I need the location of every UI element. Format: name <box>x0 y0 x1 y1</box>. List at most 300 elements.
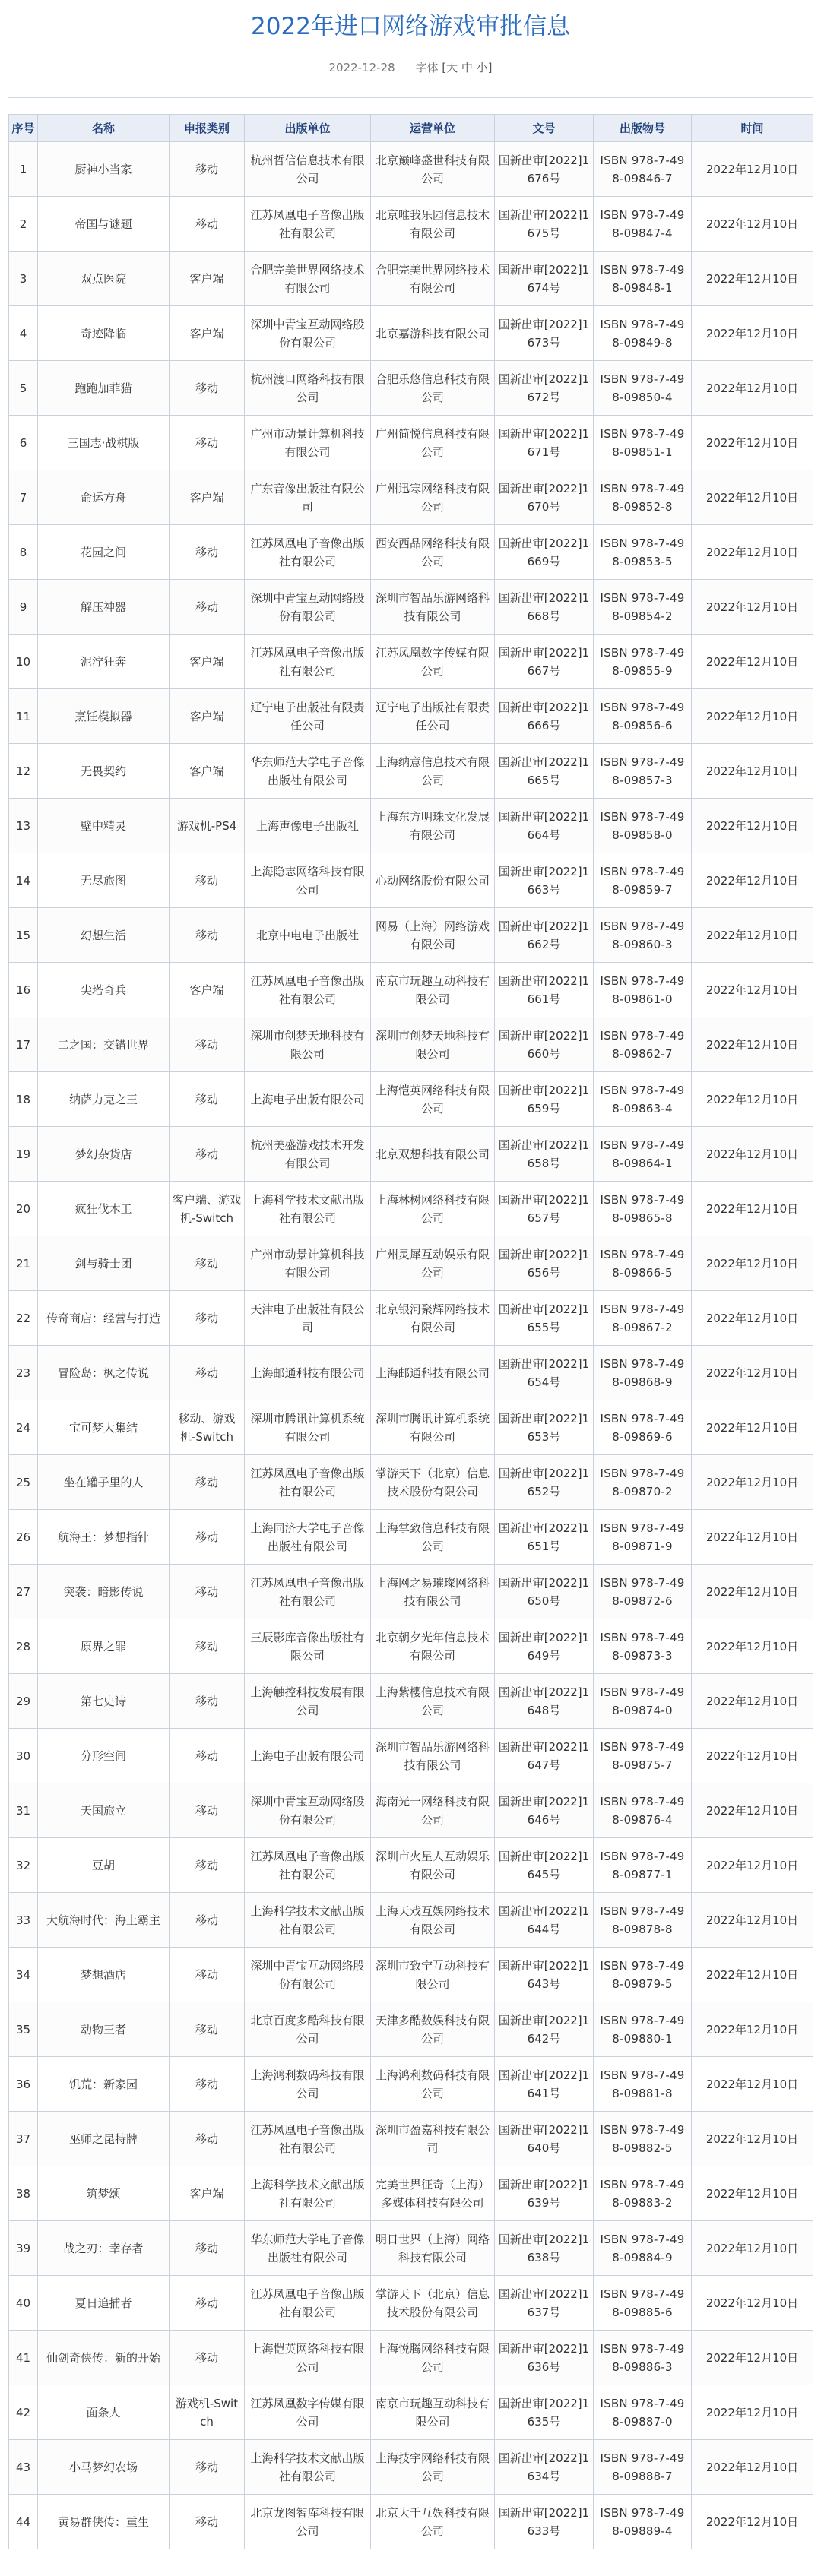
cell-isbn: ISBN 978-7-498-09847-4 <box>594 197 692 252</box>
cell-date: 2022年12月10日 <box>692 963 813 1017</box>
cell-publisher: 天津电子出版社有限公司 <box>245 1291 371 1346</box>
cell-category: 移动 <box>170 1838 245 1893</box>
cell-name: 大航海时代：海上霸主 <box>38 1893 170 1948</box>
cell-isbn: ISBN 978-7-498-09873-3 <box>594 1619 692 1674</box>
cell-publisher: 上海邮通科技有限公司 <box>245 1346 371 1400</box>
cell-index: 4 <box>9 306 38 361</box>
cell-category: 移动 <box>170 1127 245 1182</box>
cell-date: 2022年12月10日 <box>692 1729 813 1783</box>
cell-category: 客户端 <box>170 252 245 306</box>
cell-publisher: 上海科学技术文献出版社有限公司 <box>245 1182 371 1236</box>
cell-publisher: 三辰影库音像出版社有限公司 <box>245 1619 371 1674</box>
table-row <box>9 1346 813 1400</box>
cell-category: 移动 <box>170 1783 245 1838</box>
cell-operator: 上海邮通科技有限公司 <box>371 1346 495 1400</box>
cell-isbn: ISBN 978-7-498-09850-4 <box>594 361 692 416</box>
table-row <box>9 525 813 580</box>
cell-index: 5 <box>9 361 38 416</box>
cell-name: 传奇商店：经营与打造 <box>38 1291 170 1346</box>
table-row <box>9 2331 813 2385</box>
cell-category: 移动 <box>170 1893 245 1948</box>
cell-name: 面条人 <box>38 2385 170 2440</box>
cell-index: 43 <box>9 2440 38 2495</box>
cell-date: 2022年12月10日 <box>692 1510 813 1565</box>
cell-operator: 合肥完美世界网络技术有限公司 <box>371 252 495 306</box>
cell-name: 命运方舟 <box>38 470 170 525</box>
cell-approval-number: 国新出审[2022]1663号 <box>495 853 594 908</box>
cell-name: 疯狂伐木工 <box>38 1182 170 1236</box>
cell-category: 移动 <box>170 1948 245 2002</box>
cell-index: 22 <box>9 1291 38 1346</box>
cell-operator: 西安西品网络科技有限公司 <box>371 525 495 580</box>
cell-operator: 上海网之易璀璨网络科技有限公司 <box>371 1565 495 1619</box>
cell-approval-number: 国新出审[2022]1661号 <box>495 963 594 1017</box>
cell-category: 移动 <box>170 1236 245 1291</box>
cell-operator: 深圳市智品乐游网络科技有限公司 <box>371 580 495 635</box>
cell-isbn: ISBN 978-7-498-09884-9 <box>594 2221 692 2276</box>
cell-name: 坐在罐子里的人 <box>38 1455 170 1510</box>
cell-isbn: ISBN 978-7-498-09872-6 <box>594 1565 692 1619</box>
cell-operator: 上海鸿利数码科技有限公司 <box>371 2057 495 2112</box>
cell-name: 巫师之昆特牌 <box>38 2112 170 2166</box>
cell-approval-number: 国新出审[2022]1638号 <box>495 2221 594 2276</box>
cell-approval-number: 国新出审[2022]1642号 <box>495 2002 594 2057</box>
cell-name: 饥荒：新家园 <box>38 2057 170 2112</box>
cell-index: 40 <box>9 2276 38 2331</box>
cell-name: 跑跑加菲猫 <box>38 361 170 416</box>
cell-approval-number: 国新出审[2022]1666号 <box>495 689 594 744</box>
cell-category: 移动 <box>170 2495 245 2549</box>
cell-date: 2022年12月10日 <box>692 1565 813 1619</box>
cell-approval-number: 国新出审[2022]1672号 <box>495 361 594 416</box>
cell-publisher: 北京中电电子出版社 <box>245 908 371 963</box>
cell-approval-number: 国新出审[2022]1633号 <box>495 2495 594 2549</box>
cell-approval-number: 国新出审[2022]1641号 <box>495 2057 594 2112</box>
table-row <box>9 1729 813 1783</box>
cell-date: 2022年12月10日 <box>692 1182 813 1236</box>
cell-name: 泥泞狂奔 <box>38 635 170 689</box>
article-meta <box>0 59 821 76</box>
cell-publisher: 杭州美盛游戏技术开发有限公司 <box>245 1127 371 1182</box>
cell-category: 移动 <box>170 1291 245 1346</box>
font-size-label: 字体 <box>415 61 439 74</box>
cell-index: 32 <box>9 1838 38 1893</box>
table-row <box>9 2221 813 2276</box>
cell-category: 移动 <box>170 2276 245 2331</box>
cell-date: 2022年12月10日 <box>692 689 813 744</box>
table-row <box>9 908 813 963</box>
cell-name: 无畏契约 <box>38 744 170 799</box>
cell-operator: 上海技宇网络科技有限公司 <box>371 2440 495 2495</box>
cell-index: 3 <box>9 252 38 306</box>
table-row <box>9 1893 813 1948</box>
table-row <box>9 635 813 689</box>
cell-isbn: ISBN 978-7-498-09883-2 <box>594 2166 692 2221</box>
cell-approval-number: 国新出审[2022]1659号 <box>495 1072 594 1127</box>
cell-category: 客户端 <box>170 306 245 361</box>
cell-index: 25 <box>9 1455 38 1510</box>
cell-approval-number: 国新出审[2022]1662号 <box>495 908 594 963</box>
cell-operator: 上海林树网络科技有限公司 <box>371 1182 495 1236</box>
table-row <box>9 2166 813 2221</box>
table-row <box>9 197 813 252</box>
cell-operator: 掌游天下（北京）信息技术股份有限公司 <box>371 2276 495 2331</box>
font-size-switcher[interactable]: [大 中 小] <box>442 61 493 74</box>
cell-name: 小马梦幻农场 <box>38 2440 170 2495</box>
cell-approval-number: 国新出审[2022]1651号 <box>495 1510 594 1565</box>
cell-operator: 上海天戏互娱网络技术有限公司 <box>371 1893 495 1948</box>
cell-publisher: 上海触控科技发展有限公司 <box>245 1674 371 1729</box>
cell-index: 8 <box>9 525 38 580</box>
cell-name: 烹饪模拟器 <box>38 689 170 744</box>
cell-date: 2022年12月10日 <box>692 1346 813 1400</box>
cell-operator: 深圳市盈嘉科技有限公司 <box>371 2112 495 2166</box>
cell-name: 航海王：梦想指针 <box>38 1510 170 1565</box>
cell-category: 移动 <box>170 1017 245 1072</box>
cell-category: 移动 <box>170 1674 245 1729</box>
cell-operator: 北京银河聚辉网络技术有限公司 <box>371 1291 495 1346</box>
table-row <box>9 2495 813 2549</box>
cell-approval-number: 国新出审[2022]1657号 <box>495 1182 594 1236</box>
cell-operator: 明日世界（上海）网络科技有限公司 <box>371 2221 495 2276</box>
table-row <box>9 1565 813 1619</box>
cell-name: 天国旅立 <box>38 1783 170 1838</box>
title-divider <box>8 97 813 98</box>
cell-date: 2022年12月10日 <box>692 2057 813 2112</box>
cell-date: 2022年12月10日 <box>692 306 813 361</box>
cell-date: 2022年12月10日 <box>692 1838 813 1893</box>
cell-publisher: 深圳市创梦天地科技有限公司 <box>245 1017 371 1072</box>
cell-isbn: ISBN 978-7-498-09887-0 <box>594 2385 692 2440</box>
cell-date: 2022年12月10日 <box>692 525 813 580</box>
cell-index: 15 <box>9 908 38 963</box>
cell-publisher: 深圳市腾讯计算机系统有限公司 <box>245 1400 371 1455</box>
cell-isbn: ISBN 978-7-498-09865-8 <box>594 1182 692 1236</box>
cell-publisher: 合肥完美世界网络技术有限公司 <box>245 252 371 306</box>
cell-name: 剑与骑士团 <box>38 1236 170 1291</box>
cell-category: 移动 <box>170 2440 245 2495</box>
cell-index: 7 <box>9 470 38 525</box>
cell-isbn: ISBN 978-7-498-09871-9 <box>594 1510 692 1565</box>
cell-name: 豆胡 <box>38 1838 170 1893</box>
cell-name: 无尽旅图 <box>38 853 170 908</box>
cell-operator: 北京嘉游科技有限公司 <box>371 306 495 361</box>
cell-publisher: 江苏凤凰电子音像出版社有限公司 <box>245 1455 371 1510</box>
cell-date: 2022年12月10日 <box>692 2002 813 2057</box>
cell-isbn: ISBN 978-7-498-09864-1 <box>594 1127 692 1182</box>
cell-isbn: ISBN 978-7-498-09858-0 <box>594 799 692 853</box>
cell-approval-number: 国新出审[2022]1636号 <box>495 2331 594 2385</box>
cell-publisher: 江苏凤凰电子音像出版社有限公司 <box>245 635 371 689</box>
cell-index: 21 <box>9 1236 38 1291</box>
cell-index: 14 <box>9 853 38 908</box>
cell-publisher: 上海科学技术文献出版社有限公司 <box>245 2440 371 2495</box>
cell-date: 2022年12月10日 <box>692 197 813 252</box>
cell-publisher: 杭州哲信信息技术有限公司 <box>245 142 371 197</box>
cell-name: 仙剑奇侠传：新的开始 <box>38 2331 170 2385</box>
header-publisher: 出版单位 <box>245 115 371 142</box>
cell-name: 第七史诗 <box>38 1674 170 1729</box>
cell-category: 移动 <box>170 2221 245 2276</box>
cell-isbn: ISBN 978-7-498-09859-7 <box>594 853 692 908</box>
cell-publisher: 江苏凤凰电子音像出版社有限公司 <box>245 525 371 580</box>
table-row <box>9 1510 813 1565</box>
table-row <box>9 1455 813 1510</box>
table-row <box>9 1783 813 1838</box>
cell-publisher: 杭州渡口网络科技有限公司 <box>245 361 371 416</box>
cell-category: 移动、游戏机-Switch <box>170 1400 245 1455</box>
cell-date: 2022年12月10日 <box>692 2221 813 2276</box>
cell-operator: 深圳市致宁互动科技有限公司 <box>371 1948 495 2002</box>
cell-operator: 上海东方明珠文化发展有限公司 <box>371 799 495 853</box>
game-approval-table <box>8 114 813 2549</box>
cell-index: 19 <box>9 1127 38 1182</box>
cell-publisher: 江苏凤凰电子音像出版社有限公司 <box>245 197 371 252</box>
cell-approval-number: 国新出审[2022]1653号 <box>495 1400 594 1455</box>
cell-category: 移动 <box>170 853 245 908</box>
cell-index: 26 <box>9 1510 38 1565</box>
cell-category: 移动 <box>170 1565 245 1619</box>
cell-date: 2022年12月10日 <box>692 1291 813 1346</box>
cell-isbn: ISBN 978-7-498-09851-1 <box>594 416 692 470</box>
cell-isbn: ISBN 978-7-498-09869-6 <box>594 1400 692 1455</box>
cell-category: 客户端 <box>170 744 245 799</box>
cell-category: 移动 <box>170 525 245 580</box>
cell-date: 2022年12月10日 <box>692 470 813 525</box>
cell-category: 移动 <box>170 416 245 470</box>
cell-category: 游戏机-Switch <box>170 2385 245 2440</box>
cell-approval-number: 国新出审[2022]1673号 <box>495 306 594 361</box>
cell-name: 三国志·战棋版 <box>38 416 170 470</box>
table-row <box>9 142 813 197</box>
cell-name: 厨神小当家 <box>38 142 170 197</box>
cell-approval-number: 国新出审[2022]1674号 <box>495 252 594 306</box>
cell-category: 移动 <box>170 908 245 963</box>
cell-index: 2 <box>9 197 38 252</box>
table-row <box>9 2276 813 2331</box>
table-row <box>9 1291 813 1346</box>
header-name: 名称 <box>38 115 170 142</box>
cell-category: 移动 <box>170 1455 245 1510</box>
cell-approval-number: 国新出审[2022]1646号 <box>495 1783 594 1838</box>
table-row <box>9 2057 813 2112</box>
cell-isbn: ISBN 978-7-498-09874-0 <box>594 1674 692 1729</box>
cell-date: 2022年12月10日 <box>692 1127 813 1182</box>
cell-name: 黄易群侠传：重生 <box>38 2495 170 2549</box>
cell-publisher: 深圳中青宝互动网络股份有限公司 <box>245 580 371 635</box>
cell-category: 移动 <box>170 1619 245 1674</box>
cell-date: 2022年12月10日 <box>692 1948 813 2002</box>
header-category: 申报类别 <box>170 115 245 142</box>
cell-approval-number: 国新出审[2022]1645号 <box>495 1838 594 1893</box>
table-row <box>9 252 813 306</box>
cell-index: 28 <box>9 1619 38 1674</box>
table-row <box>9 361 813 416</box>
cell-approval-number: 国新出审[2022]1655号 <box>495 1291 594 1346</box>
table-row <box>9 1017 813 1072</box>
cell-date: 2022年12月10日 <box>692 2495 813 2549</box>
cell-isbn: ISBN 978-7-498-09852-8 <box>594 470 692 525</box>
cell-category: 移动 <box>170 197 245 252</box>
header-approval-number: 文号 <box>495 115 594 142</box>
cell-date: 2022年12月10日 <box>692 908 813 963</box>
cell-index: 17 <box>9 1017 38 1072</box>
cell-publisher: 广东音像出版社有限公司 <box>245 470 371 525</box>
cell-approval-number: 国新出审[2022]1635号 <box>495 2385 594 2440</box>
cell-isbn: ISBN 978-7-498-09855-9 <box>594 635 692 689</box>
cell-approval-number: 国新出审[2022]1664号 <box>495 799 594 853</box>
cell-index: 39 <box>9 2221 38 2276</box>
table-row <box>9 963 813 1017</box>
cell-isbn: ISBN 978-7-498-09867-2 <box>594 1291 692 1346</box>
cell-category: 移动 <box>170 2331 245 2385</box>
cell-publisher: 上海声像电子出版社 <box>245 799 371 853</box>
cell-isbn: ISBN 978-7-498-09863-4 <box>594 1072 692 1127</box>
cell-approval-number: 国新出审[2022]1652号 <box>495 1455 594 1510</box>
cell-category: 移动 <box>170 361 245 416</box>
cell-name: 夏日追捕者 <box>38 2276 170 2331</box>
table-row <box>9 1127 813 1182</box>
cell-approval-number: 国新出审[2022]1676号 <box>495 142 594 197</box>
cell-index: 12 <box>9 744 38 799</box>
cell-isbn: ISBN 978-7-498-09856-6 <box>594 689 692 744</box>
cell-approval-number: 国新出审[2022]1640号 <box>495 2112 594 2166</box>
cell-approval-number: 国新出审[2022]1660号 <box>495 1017 594 1072</box>
cell-index: 35 <box>9 2002 38 2057</box>
cell-operator: 北京唯我乐园信息技术有限公司 <box>371 197 495 252</box>
cell-operator: 广州迅寒网络科技有限公司 <box>371 470 495 525</box>
cell-index: 44 <box>9 2495 38 2549</box>
cell-date: 2022年12月10日 <box>692 2440 813 2495</box>
table-row <box>9 1236 813 1291</box>
cell-approval-number: 国新出审[2022]1669号 <box>495 525 594 580</box>
cell-isbn: ISBN 978-7-498-09857-3 <box>594 744 692 799</box>
cell-operator: 上海紫樱信息技术有限公司 <box>371 1674 495 1729</box>
cell-publisher: 江苏凤凰电子音像出版社有限公司 <box>245 1565 371 1619</box>
cell-operator: 上海掌致信息科技有限公司 <box>371 1510 495 1565</box>
cell-category: 移动 <box>170 2057 245 2112</box>
cell-operator: 上海恺英网络科技有限公司 <box>371 1072 495 1127</box>
cell-name: 纳萨力克之王 <box>38 1072 170 1127</box>
cell-publisher: 广州市动景计算机科技有限公司 <box>245 416 371 470</box>
cell-approval-number: 国新出审[2022]1647号 <box>495 1729 594 1783</box>
cell-operator: 完美世界征奇（上海）多媒体科技有限公司 <box>371 2166 495 2221</box>
cell-category: 客户端、游戏机-Switch <box>170 1182 245 1236</box>
cell-approval-number: 国新出审[2022]1644号 <box>495 1893 594 1948</box>
cell-date: 2022年12月10日 <box>692 635 813 689</box>
cell-index: 41 <box>9 2331 38 2385</box>
cell-operator: 南京市玩趣互动科技有限公司 <box>371 963 495 1017</box>
cell-index: 16 <box>9 963 38 1017</box>
table-row <box>9 1400 813 1455</box>
cell-operator: 网易（上海）网络游戏有限公司 <box>371 908 495 963</box>
cell-category: 移动 <box>170 580 245 635</box>
cell-date: 2022年12月10日 <box>692 853 813 908</box>
cell-operator: 北京巅峰盛世科技有限公司 <box>371 142 495 197</box>
cell-name: 幻想生活 <box>38 908 170 963</box>
table-row <box>9 2002 813 2057</box>
cell-operator: 广州灵犀互动娱乐有限公司 <box>371 1236 495 1291</box>
table-row <box>9 1838 813 1893</box>
cell-index: 11 <box>9 689 38 744</box>
cell-category: 移动 <box>170 2112 245 2166</box>
cell-operator: 上海纳意信息技术有限公司 <box>371 744 495 799</box>
cell-name: 花园之间 <box>38 525 170 580</box>
cell-date: 2022年12月10日 <box>692 580 813 635</box>
cell-isbn: ISBN 978-7-498-09846-7 <box>594 142 692 197</box>
header-operator: 运营单位 <box>371 115 495 142</box>
cell-approval-number: 国新出审[2022]1639号 <box>495 2166 594 2221</box>
cell-date: 2022年12月10日 <box>692 2276 813 2331</box>
cell-index: 20 <box>9 1182 38 1236</box>
cell-index: 1 <box>9 142 38 197</box>
cell-publisher: 江苏凤凰电子音像出版社有限公司 <box>245 963 371 1017</box>
cell-index: 34 <box>9 1948 38 2002</box>
table-row <box>9 853 813 908</box>
cell-date: 2022年12月10日 <box>692 1072 813 1127</box>
cell-publisher: 江苏凤凰电子音像出版社有限公司 <box>245 2112 371 2166</box>
cell-index: 10 <box>9 635 38 689</box>
cell-isbn: ISBN 978-7-498-09881-8 <box>594 2057 692 2112</box>
cell-isbn: ISBN 978-7-498-09866-5 <box>594 1236 692 1291</box>
cell-date: 2022年12月10日 <box>692 1893 813 1948</box>
cell-operator: 海南光一网络科技有限公司 <box>371 1783 495 1838</box>
cell-date: 2022年12月10日 <box>692 799 813 853</box>
cell-isbn: ISBN 978-7-498-09886-3 <box>594 2331 692 2385</box>
cell-date: 2022年12月10日 <box>692 1455 813 1510</box>
cell-name: 解压神器 <box>38 580 170 635</box>
cell-publisher: 深圳中青宝互动网络股份有限公司 <box>245 1948 371 2002</box>
cell-date: 2022年12月10日 <box>692 1619 813 1674</box>
cell-operator: 广州简悦信息科技有限公司 <box>371 416 495 470</box>
cell-operator: 北京朝夕光年信息技术有限公司 <box>371 1619 495 1674</box>
cell-publisher: 江苏凤凰数字传媒有限公司 <box>245 2385 371 2440</box>
table-row <box>9 2112 813 2166</box>
cell-category: 移动 <box>170 1072 245 1127</box>
table-header-row <box>9 115 813 142</box>
cell-operator: 合肥乐悠信息科技有限公司 <box>371 361 495 416</box>
cell-name: 壁中精灵 <box>38 799 170 853</box>
cell-approval-number: 国新出审[2022]1658号 <box>495 1127 594 1182</box>
cell-name: 分形空间 <box>38 1729 170 1783</box>
cell-name: 原界之罪 <box>38 1619 170 1674</box>
cell-publisher: 广州市动景计算机科技有限公司 <box>245 1236 371 1291</box>
cell-approval-number: 国新出审[2022]1643号 <box>495 1948 594 2002</box>
cell-date: 2022年12月10日 <box>692 142 813 197</box>
cell-publisher: 江苏凤凰电子音像出版社有限公司 <box>245 2276 371 2331</box>
cell-operator: 辽宁电子出版社有限责任公司 <box>371 689 495 744</box>
cell-isbn: ISBN 978-7-498-09878-8 <box>594 1893 692 1948</box>
cell-approval-number: 国新出审[2022]1671号 <box>495 416 594 470</box>
cell-isbn: ISBN 978-7-498-09870-2 <box>594 1455 692 1510</box>
cell-operator: 掌游天下（北京）信息技术股份有限公司 <box>371 1455 495 1510</box>
cell-category: 移动 <box>170 1510 245 1565</box>
cell-isbn: ISBN 978-7-498-09889-4 <box>594 2495 692 2549</box>
cell-publisher: 上海鸿利数码科技有限公司 <box>245 2057 371 2112</box>
cell-isbn: ISBN 978-7-498-09885-6 <box>594 2276 692 2331</box>
cell-isbn: ISBN 978-7-498-09853-5 <box>594 525 692 580</box>
cell-publisher: 上海科学技术文献出版社有限公司 <box>245 1893 371 1948</box>
cell-index: 9 <box>9 580 38 635</box>
table-row <box>9 744 813 799</box>
table-row <box>9 1072 813 1127</box>
cell-publisher: 上海电子出版有限公司 <box>245 1729 371 1783</box>
cell-publisher: 辽宁电子出版社有限责任公司 <box>245 689 371 744</box>
table-row <box>9 1674 813 1729</box>
cell-isbn: ISBN 978-7-498-09848-1 <box>594 252 692 306</box>
cell-isbn: ISBN 978-7-498-09849-8 <box>594 306 692 361</box>
cell-name: 梦想酒店 <box>38 1948 170 2002</box>
